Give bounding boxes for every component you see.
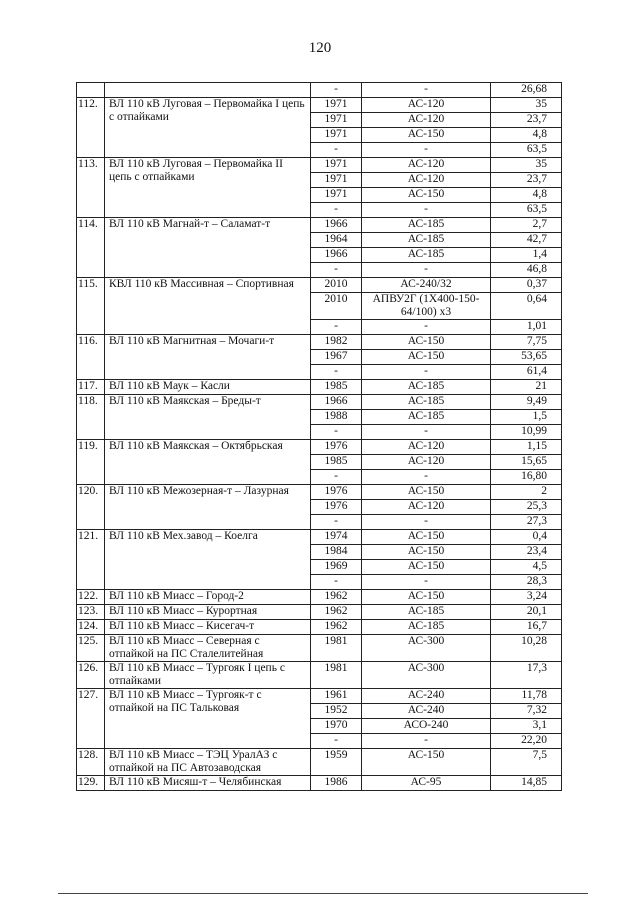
commission-year: -: [311, 734, 362, 749]
line-length: 23,7: [491, 113, 562, 128]
wire-type: АС-240: [362, 704, 491, 719]
commission-year: 1966: [311, 218, 362, 233]
commission-year: 1962: [311, 620, 362, 635]
page-number: 120: [308, 40, 332, 56]
power-lines-table: [76, 82, 562, 791]
wire-type: АС-185: [362, 410, 491, 425]
line-name: ВЛ 110 кВ Миасс – Город-2: [105, 590, 311, 605]
wire-type: АС-150: [362, 545, 491, 560]
line-length: 7,75: [491, 335, 562, 350]
commission-year: 1971: [311, 128, 362, 143]
wire-type: -: [362, 734, 491, 749]
wire-type: АС-150: [362, 590, 491, 605]
wire-type: -: [362, 263, 491, 278]
line-number: 120.: [77, 485, 105, 530]
commission-year: -: [311, 143, 362, 158]
wire-type: АС-120: [362, 98, 491, 113]
wire-type: АС-185: [362, 380, 491, 395]
line-length: 4,8: [491, 188, 562, 203]
line-length: 0,37: [491, 278, 562, 293]
commission-year: -: [311, 365, 362, 380]
line-name: ВЛ 110 кВ Маякская – Бреды-т: [105, 395, 311, 440]
wire-type: АС-185: [362, 620, 491, 635]
line-length: 22,20: [491, 734, 562, 749]
commission-year: 2010: [311, 278, 362, 293]
line-number: 118.: [77, 395, 105, 440]
line-name: ВЛ 110 кВ Магнай-т – Саламат-т: [105, 218, 311, 278]
line-number: 124.: [77, 620, 105, 635]
commission-year: 1971: [311, 188, 362, 203]
commission-year: 1962: [311, 590, 362, 605]
table-row: [77, 440, 562, 455]
line-length: 63,5: [491, 203, 562, 218]
line-number: 122.: [77, 590, 105, 605]
line-length: 16,80: [491, 470, 562, 485]
line-name: [105, 83, 311, 98]
line-length: 35: [491, 158, 562, 173]
commission-year: -: [311, 320, 362, 335]
wire-type: АС-120: [362, 500, 491, 515]
wire-type: АС-150: [362, 350, 491, 365]
line-length: 20,1: [491, 605, 562, 620]
commission-year: 1962: [311, 605, 362, 620]
line-name: ВЛ 110 кВ Луговая – Первомайка II цепь с отпайками: [105, 158, 311, 218]
line-number: 113.: [77, 158, 105, 218]
line-number: 114.: [77, 218, 105, 278]
commission-year: -: [311, 263, 362, 278]
commission-year: 1976: [311, 500, 362, 515]
wire-type: -: [362, 425, 491, 440]
line-length: 27,3: [491, 515, 562, 530]
commission-year: -: [311, 83, 362, 98]
wire-type: -: [362, 575, 491, 590]
wire-type: АС-300: [362, 635, 491, 662]
line-name: ВЛ 110 кВ Миасс – Курортная: [105, 605, 311, 620]
wire-type: -: [362, 143, 491, 158]
wire-type: -: [362, 83, 491, 98]
commission-year: -: [311, 203, 362, 218]
commission-year: 1985: [311, 455, 362, 470]
wire-type: -: [362, 515, 491, 530]
line-name: ВЛ 110 кВ Луговая – Первомайка I цепь с отпайками: [105, 98, 311, 158]
table-row: [77, 278, 562, 293]
wire-type: АС-150: [362, 335, 491, 350]
commission-year: -: [311, 470, 362, 485]
table-row: [77, 590, 562, 605]
commission-year: -: [311, 575, 362, 590]
line-number: 128.: [77, 749, 105, 776]
commission-year: 1988: [311, 410, 362, 425]
line-number: 119.: [77, 440, 105, 485]
wire-type: -: [362, 203, 491, 218]
wire-type: -: [362, 365, 491, 380]
wire-type: АС-120: [362, 173, 491, 188]
table-row: [77, 335, 562, 350]
commission-year: 1976: [311, 485, 362, 500]
line-length: 7,5: [491, 749, 562, 776]
table-row: [77, 689, 562, 704]
line-name: ВЛ 110 кВ Межозерная-т – Лазурная: [105, 485, 311, 530]
commission-year: 1970: [311, 719, 362, 734]
wire-type: АСО-240: [362, 719, 491, 734]
line-length: 26,68: [491, 83, 562, 98]
wire-type: АС-150: [362, 749, 491, 776]
line-length: 10,99: [491, 425, 562, 440]
line-length: 9,49: [491, 395, 562, 410]
line-length: 0,4: [491, 530, 562, 545]
commission-year: 1984: [311, 545, 362, 560]
commission-year: -: [311, 515, 362, 530]
commission-year: 2010: [311, 293, 362, 320]
line-name: ВЛ 110 кВ Миасс – Тургояк-т с отпайкой на ПС Тальковая: [105, 689, 311, 749]
line-length: 25,3: [491, 500, 562, 515]
line-number: 121.: [77, 530, 105, 590]
commission-year: 1964: [311, 233, 362, 248]
commission-year: 1974: [311, 530, 362, 545]
line-length: 2: [491, 485, 562, 500]
wire-type: АС-150: [362, 530, 491, 545]
commission-year: 1976: [311, 440, 362, 455]
line-length: 42,7: [491, 233, 562, 248]
commission-year: 1971: [311, 113, 362, 128]
line-length: 15,65: [491, 455, 562, 470]
commission-year: 1981: [311, 635, 362, 662]
wire-type: АС-185: [362, 233, 491, 248]
wire-type: -: [362, 470, 491, 485]
commission-year: 1966: [311, 248, 362, 263]
table-row: [77, 380, 562, 395]
line-length: 14,85: [491, 776, 562, 791]
line-number: 116.: [77, 335, 105, 380]
wire-type: АПВУ2Г (1Х400-150-64/100) х3: [362, 293, 491, 320]
wire-type: АС-120: [362, 440, 491, 455]
line-number: 117.: [77, 380, 105, 395]
table-row: [77, 530, 562, 545]
line-length: 1,15: [491, 440, 562, 455]
line-name: ВЛ 110 кВ Маякская – Октябрьская: [105, 440, 311, 485]
line-length: 3,24: [491, 590, 562, 605]
wire-type: АС-150: [362, 188, 491, 203]
commission-year: 1967: [311, 350, 362, 365]
wire-type: АС-185: [362, 248, 491, 263]
line-length: 63,5: [491, 143, 562, 158]
line-length: 0,64: [491, 293, 562, 320]
line-name: ВЛ 110 кВ Миасс – Тургояк I цепь с отпайками: [105, 662, 311, 689]
commission-year: 1981: [311, 662, 362, 689]
footer-rule: [58, 893, 588, 894]
wire-type: АС-95: [362, 776, 491, 791]
wire-type: АС-300: [362, 662, 491, 689]
commission-year: -: [311, 425, 362, 440]
commission-year: 1969: [311, 560, 362, 575]
commission-year: 1971: [311, 98, 362, 113]
line-number: [77, 83, 105, 98]
table-row: [77, 98, 562, 113]
line-length: 16,7: [491, 620, 562, 635]
line-length: 28,3: [491, 575, 562, 590]
line-length: 61,4: [491, 365, 562, 380]
commission-year: 1986: [311, 776, 362, 791]
commission-year: 1971: [311, 158, 362, 173]
commission-year: 1959: [311, 749, 362, 776]
line-number: 126.: [77, 662, 105, 689]
table-row: [77, 395, 562, 410]
line-length: 17,3: [491, 662, 562, 689]
table-row: [77, 605, 562, 620]
table-row: [77, 776, 562, 791]
table-row: [77, 635, 562, 662]
table-row: [77, 485, 562, 500]
table-row: [77, 83, 562, 98]
line-number: 127.: [77, 689, 105, 749]
wire-type: АС-185: [362, 218, 491, 233]
wire-type: -: [362, 320, 491, 335]
line-length: 4,5: [491, 560, 562, 575]
commission-year: 1971: [311, 173, 362, 188]
line-number: 123.: [77, 605, 105, 620]
line-name: ВЛ 110 кВ Магнитная – Мочаги-т: [105, 335, 311, 380]
table-row: [77, 620, 562, 635]
line-number: 125.: [77, 635, 105, 662]
line-name: ВЛ 110 кВ Маук – Касли: [105, 380, 311, 395]
line-number: 115.: [77, 278, 105, 335]
table-row: [77, 662, 562, 689]
line-number: 129.: [77, 776, 105, 791]
line-name: ВЛ 110 кВ Миасс – ТЭЦ УралАЗ с отпайкой на ПС Автозаводская: [105, 749, 311, 776]
line-length: 1,5: [491, 410, 562, 425]
line-name: ВЛ 110 кВ Мисяш-т – Челябинская: [105, 776, 311, 791]
wire-type: АС-120: [362, 113, 491, 128]
line-name: ВЛ 110 кВ Миасс – Кисегач-т: [105, 620, 311, 635]
line-name: ВЛ 110 кВ Миасс – Северная с отпайкой на ПС Сталелитейная: [105, 635, 311, 662]
line-length: 23,4: [491, 545, 562, 560]
wire-type: АС-150: [362, 560, 491, 575]
line-number: 112.: [77, 98, 105, 158]
line-length: 7,32: [491, 704, 562, 719]
line-length: 1,4: [491, 248, 562, 263]
wire-type: АС-240: [362, 689, 491, 704]
commission-year: 1966: [311, 395, 362, 410]
wire-type: АС-150: [362, 485, 491, 500]
wire-type: АС-120: [362, 455, 491, 470]
wire-type: АС-150: [362, 128, 491, 143]
line-length: 4,8: [491, 128, 562, 143]
line-length: 1,01: [491, 320, 562, 335]
line-length: 46,8: [491, 263, 562, 278]
line-length: 21: [491, 380, 562, 395]
line-length: 2,7: [491, 218, 562, 233]
table-row: [77, 218, 562, 233]
line-length: 35: [491, 98, 562, 113]
table-row: [77, 158, 562, 173]
line-length: 11,78: [491, 689, 562, 704]
commission-year: 1985: [311, 380, 362, 395]
commission-year: 1982: [311, 335, 362, 350]
line-length: 10,28: [491, 635, 562, 662]
line-length: 3,1: [491, 719, 562, 734]
line-length: 53,65: [491, 350, 562, 365]
commission-year: 1961: [311, 689, 362, 704]
line-name: КВЛ 110 кВ Массивная – Спортивная: [105, 278, 311, 335]
line-name: ВЛ 110 кВ Мех.завод – Коелга: [105, 530, 311, 590]
line-length: 23,7: [491, 173, 562, 188]
wire-type: АС-240/32: [362, 278, 491, 293]
wire-type: АС-120: [362, 158, 491, 173]
commission-year: 1952: [311, 704, 362, 719]
wire-type: АС-185: [362, 605, 491, 620]
table-row: [77, 749, 562, 776]
wire-type: АС-185: [362, 395, 491, 410]
